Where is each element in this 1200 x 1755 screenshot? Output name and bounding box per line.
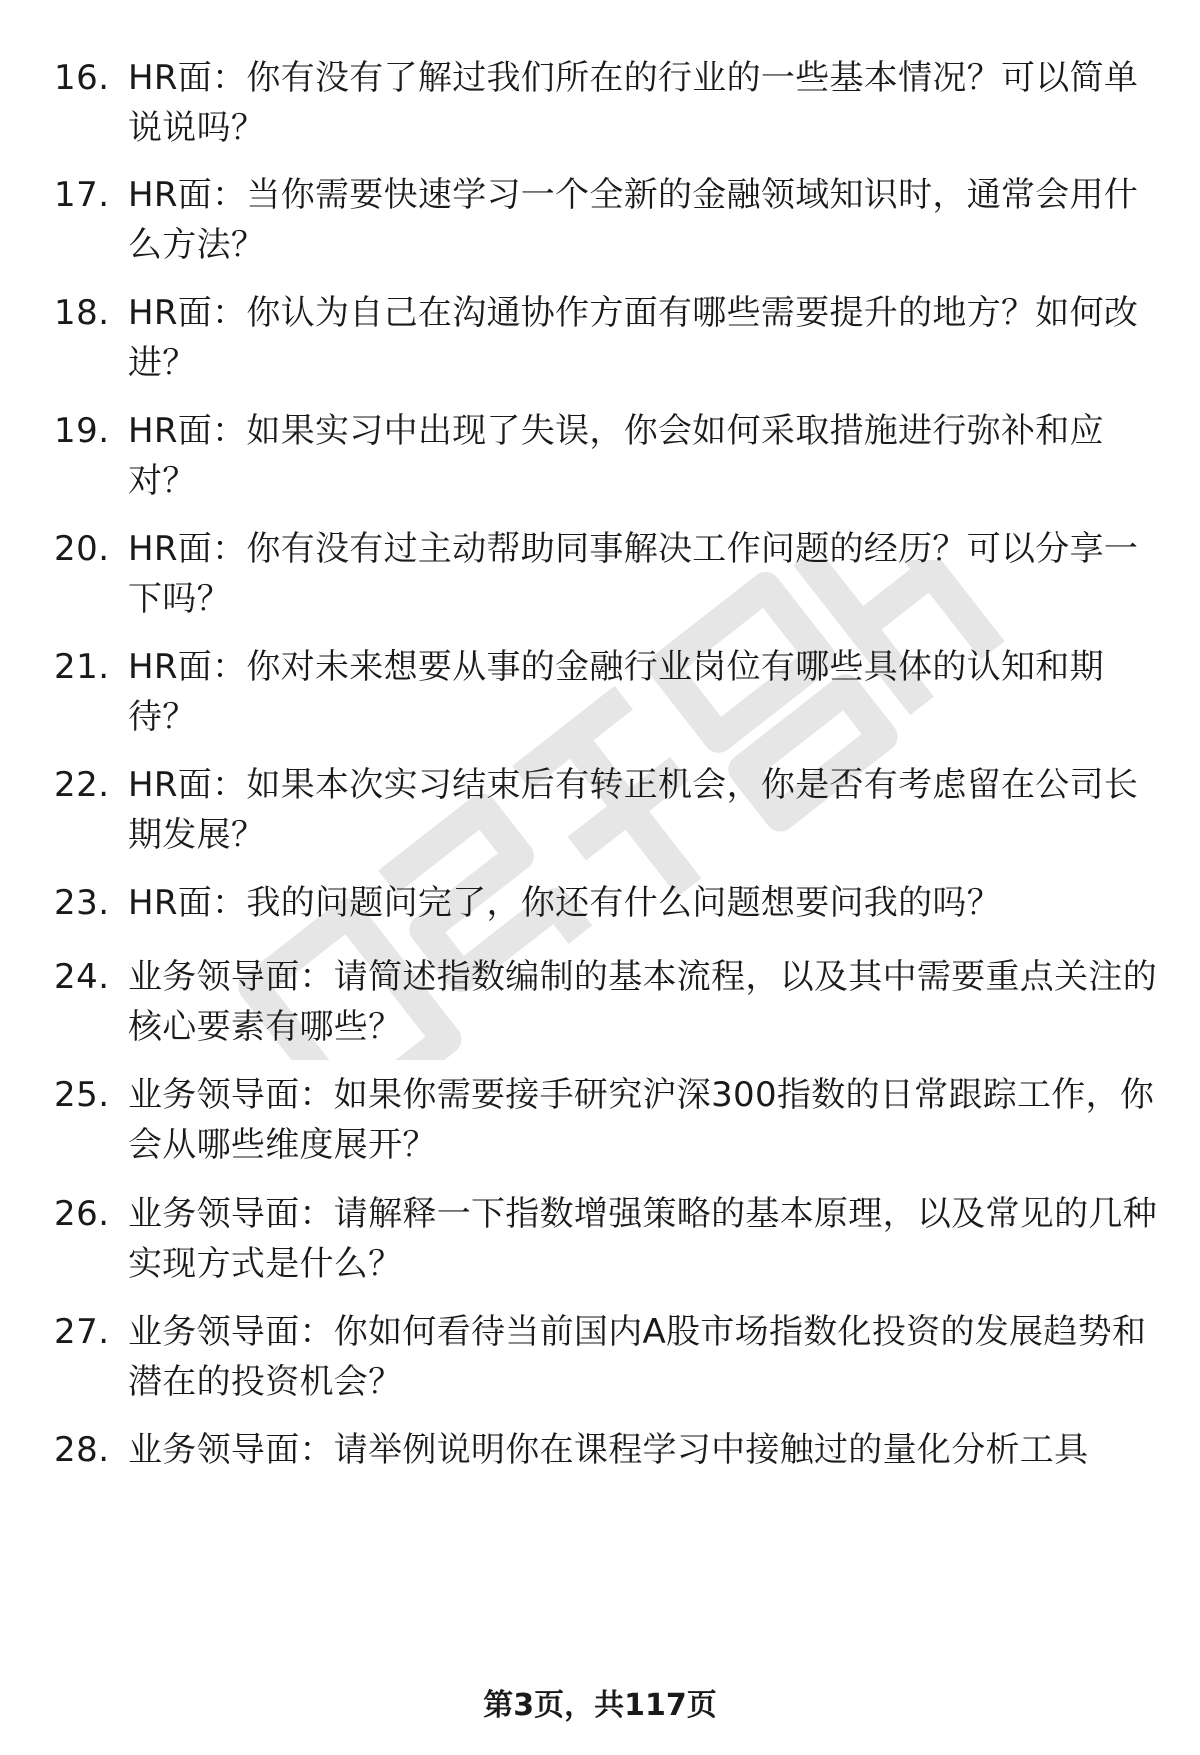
question-text: HR面：你对未来想要从事的金融行业岗位有哪些具体的认知和期待？ bbox=[128, 647, 1104, 737]
question-number: 24. bbox=[54, 957, 110, 997]
question-text: 业务领导面：你如何看待当前国内A股市场指数化投资的发展趋势和潜在的投资机会？ bbox=[128, 1312, 1147, 1402]
question-text: 业务领导面：请简述指数编制的基本流程，以及其中需要重点关注的核心要素有哪些？ bbox=[128, 957, 1157, 1047]
question-number: 22. bbox=[54, 765, 110, 805]
question-number: 16. bbox=[54, 58, 110, 98]
question-text: HR面：如果实习中出现了失误，你会如何采取措施进行弥补和应对？ bbox=[128, 411, 1104, 501]
page-number-footer: 第3页，共117页 bbox=[483, 1688, 717, 1723]
question-text: HR面：如果本次实习结束后有转正机会，你是否有考虑留在公司长期发展？ bbox=[128, 765, 1139, 855]
question-text: HR面：你有没有过主动帮助同事解决工作问题的经历？可以分享一下吗？ bbox=[128, 529, 1139, 619]
question-number: 18. bbox=[54, 293, 110, 333]
question-number: 23. bbox=[54, 883, 110, 923]
question-number: 27. bbox=[54, 1312, 110, 1352]
question-number: 21. bbox=[54, 647, 110, 687]
question-text: HR面：你有没有了解过我们所在的行业的一些基本情况？可以简单说说吗？ bbox=[128, 58, 1139, 148]
question-text: HR面：你认为自己在沟通协作方面有哪些需要提升的地方？如何改进？ bbox=[128, 293, 1139, 383]
question-number: 17. bbox=[54, 175, 110, 215]
question-number: 20. bbox=[54, 529, 110, 569]
question-text: HR面：我的问题问完了，你还有什么问题想要问我的吗？ bbox=[128, 883, 1001, 923]
question-text: HR面：当你需要快速学习一个全新的金融领域知识时，通常会用什么方法？ bbox=[128, 175, 1139, 265]
question-text: 业务领导面：请举例说明你在课程学习中接触过的量化分析工具 bbox=[128, 1430, 1089, 1470]
question-text: 业务领导面：如果你需要接手研究沪深300指数的日常跟踪工作，你会从哪些维度展开？ bbox=[128, 1075, 1155, 1165]
question-text: 业务领导面：请解释一下指数增强策略的基本原理，以及常见的几种实现方式是什么？ bbox=[128, 1194, 1157, 1284]
question-number: 19. bbox=[54, 411, 110, 451]
question-number: 28. bbox=[54, 1430, 110, 1470]
question-number: 25. bbox=[54, 1075, 110, 1115]
question-number: 26. bbox=[54, 1194, 110, 1234]
